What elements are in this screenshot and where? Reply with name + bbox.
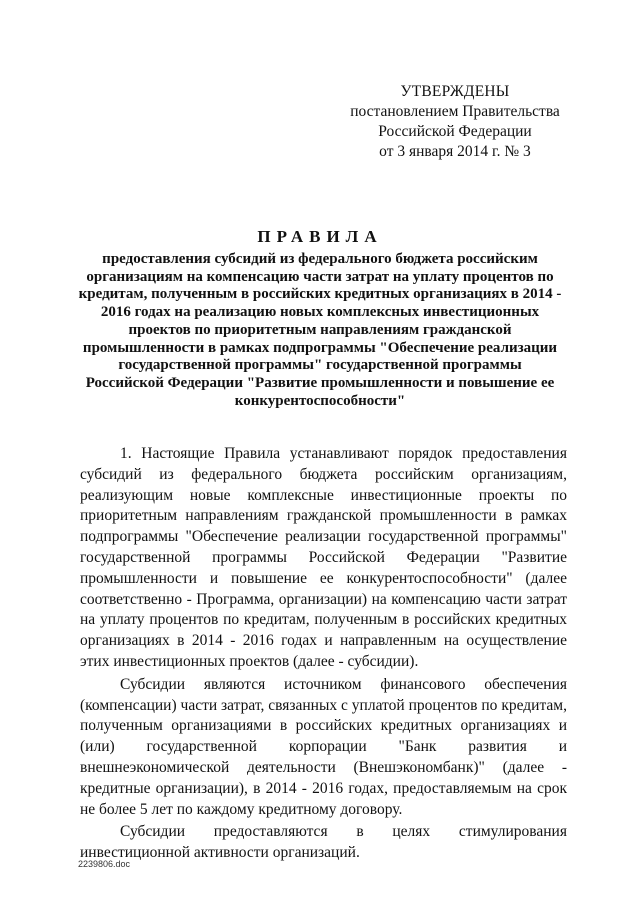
paragraph-2: Субсидии являются источником финансового обеспечения (компенсации) части затрат, связанных с уплатой процентов по кредитам, полученным организациями в российских кредитных организациях и (или) государственной корпорации "Банк развития и внешнеэкономической деятельности (Внешэкономбанк)" (далее - кредитные организации), в 2014 - 2016 годах, предоставляемым на срок не более 5 лет по каждому кредитному договору. [80, 675, 567, 818]
approval-stamp [340, 82, 570, 162]
paragraph-3: Субсидии предоставляются в целях стимулирования инвестиционной активности организаций. [80, 823, 567, 862]
document-title: ПРАВИЛА [257, 227, 383, 246]
paragraph-1: 1. Настоящие Правила устанавливают порядок предоставления субсидий из федерального бюджета российским организациям, реализующим новые комплексные инвестиционные проекты по приоритетным направлениям гражданской промышленности в рамках подпрограммы "Обеспечение реализации государственной программы" государственной программы Российской Федерации "Развитие промышленности и повышение ее конкурентоспособности" (далее соответственно - Программа, организации) на компенсацию части затрат на уплату процентов по кредитам, полученным в российских кредитных организациях в 2014 - 2016 годах и направленным на осуществление этих инвестиционных проектов (далее - субсидии). [80, 445, 567, 670]
approval-line-3: от 3 января 2014 г. № 3 [379, 143, 531, 160]
document-body [80, 444, 567, 864]
approval-heading: УТВЕРЖДЕНЫ [400, 83, 510, 100]
approval-line-2: Российской Федерации [378, 123, 532, 140]
document-subtitle: предоставления субсидий из федерального бюджета российским организациям на компенсацию части затрат на уплату процентов по кредитам, полученным в российских кредитных организациях в 2014 - 2016 годах на реализацию новых комплексных инвестиционных проектов по приоритетным направлениям гражданской промышленности в рамках подпрограммы "Обеспечение реализации государственной программы" государственной программы Российской Федерации "Развитие промышленности и повышение ее конкурентоспособности" [78, 251, 562, 409]
approval-line-1: постановлением Правительства [350, 103, 560, 120]
file-name-footer: 2239806.doc [78, 859, 131, 869]
